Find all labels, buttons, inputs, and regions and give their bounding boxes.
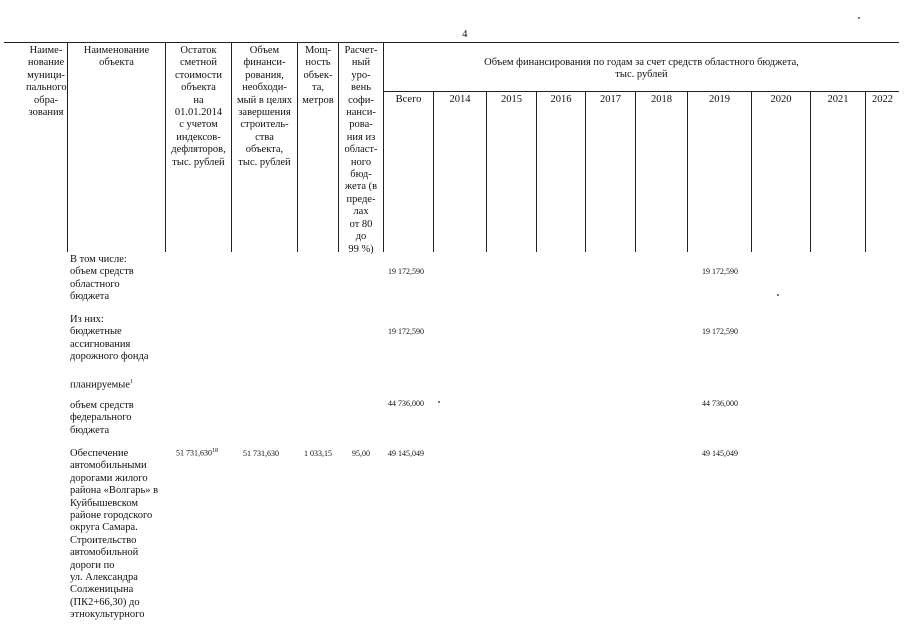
footnote-marker: 18 [212, 448, 218, 454]
scan-speck [858, 17, 860, 19]
header-municipality: Наиме- нование муници- пального обра- зования [26, 45, 67, 119]
column-divider [67, 42, 68, 252]
year-header-2018: 2018 [651, 94, 672, 105]
row-total-value: 44 736,000 [388, 399, 424, 408]
table-top-border [4, 42, 899, 43]
row-total-value: 19 172,590 [388, 267, 424, 276]
year-header-2017: 2017 [600, 94, 621, 105]
year-header-2015: 2015 [501, 94, 522, 105]
header-funding-by-year: Объем финансирования по годам за счет средств областного бюджета, тыс. рублей [484, 57, 799, 81]
year-header-total: Всего [395, 94, 422, 105]
row-remaining-cost-value [176, 448, 218, 458]
footnote-marker: 1 [130, 379, 134, 385]
row-label-road-fund: Из них: бюджетные ассигнования дорожного фонда [70, 314, 149, 363]
scan-speck [438, 401, 440, 403]
row-required-funding-value: 51 731,630 [243, 449, 279, 458]
row-label-planned [70, 376, 133, 392]
row-capacity-value: 1 033,15 [304, 449, 332, 458]
header-remaining-cost: Остаток сметной стоимости объекта на 01.01.2014 с учетом индексов- дефляторов, тыс. рублей [171, 45, 226, 168]
column-divider [486, 91, 487, 252]
row-cofinancing-value: 95,00 [352, 449, 370, 458]
row-2019-value: 19 172,590 [702, 327, 738, 336]
column-divider [687, 91, 688, 252]
year-header-2021: 2021 [827, 94, 849, 105]
header-cofinancing-level: Расчет- ный уро- вень софи- нанси- рова- ния из област- ного бюд- жета (в преде- лах от 80 до 99 %) [344, 45, 378, 255]
year-header-2016: 2016 [550, 94, 572, 105]
header-capacity: Мощ- ность объек- та, метров [302, 45, 334, 106]
column-divider [433, 91, 434, 252]
row-label-planned-text: планируемые [70, 379, 131, 391]
column-divider [751, 91, 752, 252]
header-object-name: Наименование объекта [83, 45, 150, 69]
row-label-federal-budget: объем средств федерального бюджета [70, 400, 134, 436]
row-label-regional-budget: В том числе: объем средств областного бюджета [70, 254, 134, 303]
column-divider [865, 91, 866, 252]
scan-speck [777, 294, 779, 296]
row-total-value: 19 172,590 [388, 327, 424, 336]
column-divider [635, 91, 636, 252]
year-header-2014: 2014 [449, 94, 471, 105]
row-2019-value: 49 145,049 [702, 449, 738, 458]
year-header-2022: 2022 [872, 94, 893, 105]
row-label-object-description: Обеспечение автомобильными дорогами жилого района «Волгарь» в Куйбышевском районе городского округа Самара. Строительство автомобильной дороги по ул. Александра Солженицына (ПК2+66,30) до этнокультурного [70, 448, 159, 621]
header-required-funding: Объем финанси- рования, необходи- мый в целях завершения строитель- ства объекта, тыс. рублей [236, 45, 293, 168]
column-divider [585, 91, 586, 252]
remaining-cost-text: 51 731,630 [176, 448, 212, 458]
column-divider [810, 91, 811, 252]
column-divider [536, 91, 537, 252]
row-2019-value: 44 736,000 [702, 399, 738, 408]
page-number: 4 [462, 28, 468, 40]
year-header-2019: 2019 [709, 94, 730, 105]
row-total-value: 49 145,049 [388, 449, 424, 458]
row-2019-value: 19 172,590 [702, 267, 738, 276]
year-header-2020: 2020 [770, 94, 792, 105]
header-years-border [383, 91, 899, 92]
